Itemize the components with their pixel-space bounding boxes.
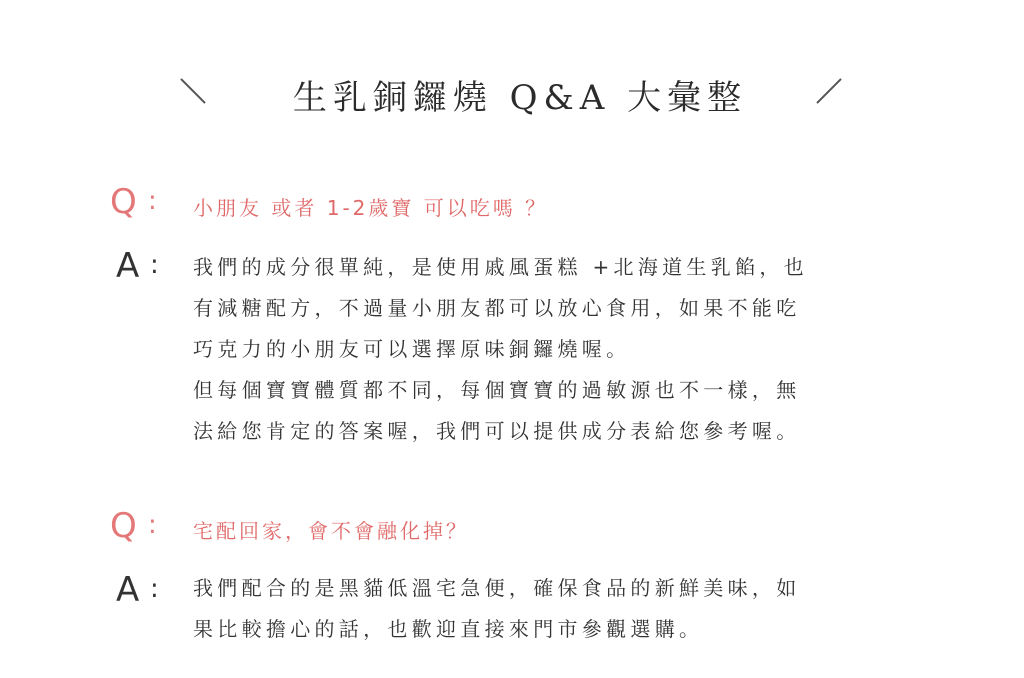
question-colon-2: : [148, 510, 157, 540]
question-mark-1: Q [110, 182, 137, 222]
answer-colon-1: : [150, 250, 159, 280]
question-text-2: 宅配回家，會不會融化掉？ [193, 519, 469, 543]
answer-line: 我們的成分很單純，是使用戚風蛋糕 +北海道生乳餡，也 [193, 255, 808, 279]
answer-text-1 [193, 247, 923, 452]
question-mark-2: Q [110, 506, 137, 546]
answer-line: 有減糖配方，不過量小朋友都可以放心食用，如果不能吃 [193, 296, 801, 320]
question-text-1: 小朋友 或者 1-2歲寶 可以吃嗎 ？ [193, 196, 549, 220]
answer-colon-2: : [150, 574, 159, 604]
title-area [0, 66, 1024, 126]
title-left-slash [180, 78, 205, 103]
page-title: 生乳銅鑼燒 Q&A 大彙整 [292, 78, 748, 118]
question-colon-1: : [148, 186, 157, 216]
answer-mark-2: A [116, 570, 140, 610]
answer-line: 巧克力的小朋友可以選擇原味銅鑼燒喔。 [193, 337, 631, 361]
answer-line: 但每個寶寶體質都不同，每個寶寶的過敏源也不一樣，無 [193, 378, 801, 402]
answer-text-2 [193, 568, 923, 650]
answer-line: 果比較擔心的話，也歡迎直接來門市參觀選購。 [193, 617, 704, 641]
title-right-slash [816, 78, 841, 103]
answer-mark-1: A [116, 246, 140, 286]
answer-line: 法給您肯定的答案喔，我們可以提供成分表給您參考喔。 [193, 419, 801, 443]
answer-line: 我們配合的是黑貓低溫宅急便，確保食品的新鮮美味，如 [193, 576, 801, 600]
